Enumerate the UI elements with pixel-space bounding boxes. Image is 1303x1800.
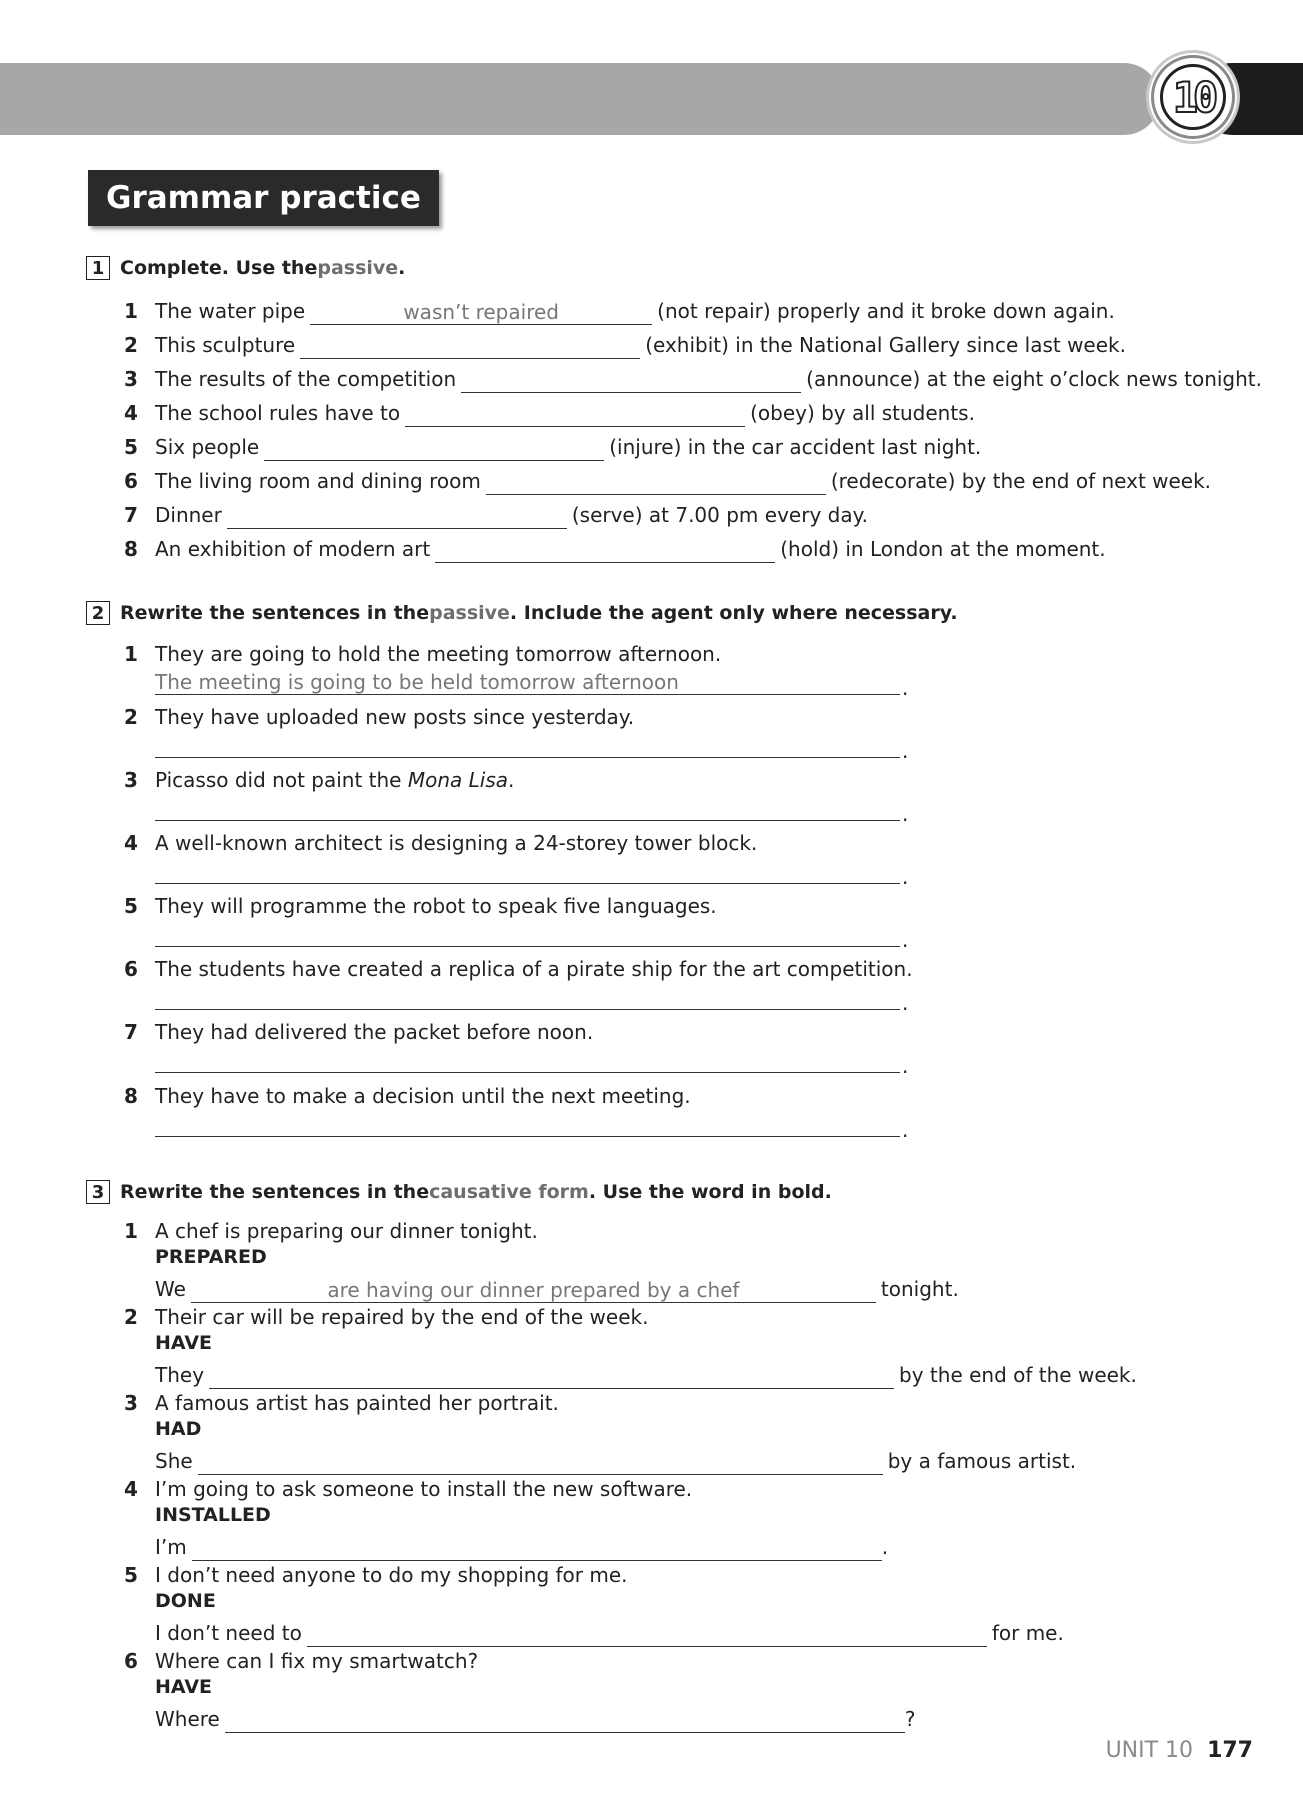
ex1-item: 1 The water pipe wasn’t repaired (not repair) properly and it broke down again. <box>124 299 1115 324</box>
ex1-item: 5 Six people (injure) in the car accident last night. <box>124 435 982 459</box>
answer-blank[interactable] <box>405 404 745 427</box>
answer-line[interactable] <box>155 922 900 947</box>
ex3-answer-row: They by the end of the week. <box>155 1363 1137 1387</box>
answer-blank[interactable] <box>307 1624 987 1647</box>
answer-blank[interactable] <box>191 1280 876 1303</box>
ex3-answer-row: Where ? <box>155 1707 916 1731</box>
exercise-number: 2 <box>86 601 110 625</box>
ex3-answer-row: I don’t need to for me. <box>155 1621 1064 1645</box>
section-title: Grammar practice <box>88 170 439 226</box>
unit-number: 10 <box>1160 64 1226 130</box>
answer-line[interactable] <box>155 1112 900 1137</box>
ex1-item: 4 The school rules have to (obey) by all students. <box>124 401 975 425</box>
page-number: 177 <box>1207 1738 1253 1763</box>
answer-line[interactable] <box>155 733 900 758</box>
keyword: INSTALLED <box>155 1504 271 1526</box>
exercise-1-instruction: 1 Complete. Use the passive . <box>86 256 405 280</box>
answer-text: wasn’t repaired <box>403 300 559 324</box>
answer-blank[interactable] <box>486 472 826 495</box>
answer-blank[interactable] <box>300 336 640 359</box>
ex2-item: 5 They will programme the robot to speak five languages. <box>124 894 717 918</box>
ex3-answer-row: I’m . <box>155 1535 889 1559</box>
keyword: DONE <box>155 1590 216 1612</box>
ex2-item: 2 They have uploaded new posts since yesterday. <box>124 705 635 729</box>
answer-line[interactable] <box>155 670 900 695</box>
ex3-item: 6 Where can I fix my smartwatch? <box>124 1649 479 1673</box>
ex1-item: 2 This sculpture (exhibit) in the National Gallery since last week. <box>124 333 1126 357</box>
answer-line[interactable] <box>155 985 900 1010</box>
ex2-item: 1 They are going to hold the meeting tomorrow afternoon. <box>124 642 722 666</box>
answer-blank[interactable] <box>435 540 775 563</box>
ex3-item: 3 A famous artist has painted her portrait. <box>124 1391 559 1415</box>
answer-blank[interactable] <box>198 1452 883 1475</box>
answer-text: are having our dinner prepared by a chef <box>327 1278 740 1302</box>
ex3-answer-row: We are having our dinner prepared by a chef tonight. <box>155 1277 959 1302</box>
footer-unit-label: UNIT 10 <box>1105 1738 1194 1763</box>
ex1-item: 8 An exhibition of modern art (hold) in London at the moment. <box>124 537 1106 561</box>
answer-blank[interactable] <box>225 1710 905 1733</box>
ex2-item: 3 Picasso did not paint the Mona Lisa . <box>124 768 515 792</box>
exercise-number: 1 <box>86 256 110 280</box>
unit-number-badge <box>1151 55 1235 139</box>
exercise-3-instruction: 3 Rewrite the sentences in the causative form . Use the word in bold. <box>86 1180 832 1204</box>
ex2-item: 8 They have to make a decision until the next meeting. <box>124 1084 691 1108</box>
ex2-item: 4 A well-known architect is designing a 24-storey tower block. <box>124 831 758 855</box>
answer-line[interactable] <box>155 859 900 884</box>
answer-blank[interactable] <box>310 302 652 325</box>
answer-blank[interactable] <box>192 1538 882 1561</box>
ex3-answer-row: She by a famous artist. <box>155 1449 1077 1473</box>
exercise-number: 3 <box>86 1180 110 1204</box>
ex2-item: 7 They had delivered the packet before noon. <box>124 1020 594 1044</box>
header-band <box>0 63 1160 135</box>
keyword: PREPARED <box>155 1246 267 1268</box>
answer-blank[interactable] <box>209 1366 894 1389</box>
ex3-item: 1 A chef is preparing our dinner tonight. <box>124 1219 538 1243</box>
answer-blank[interactable] <box>227 506 567 529</box>
answer-line[interactable] <box>155 796 900 821</box>
answer-line[interactable] <box>155 1048 900 1073</box>
keyword: HAVE <box>155 1332 212 1354</box>
ex2-item: 6 The students have created a replica of a pirate ship for the art competition. <box>124 957 913 981</box>
ex3-item: 4 I’m going to ask someone to install the new software. <box>124 1477 693 1501</box>
answer-text: The meeting is going to be held tomorrow afternoon <box>155 670 679 694</box>
ex1-item: 7 Dinner (serve) at 7.00 pm every day. <box>124 503 868 527</box>
answer-blank[interactable] <box>461 370 801 393</box>
page-footer <box>1106 1738 1253 1763</box>
keyword: HAD <box>155 1418 202 1440</box>
answer-blank[interactable] <box>264 438 604 461</box>
ex1-item: 3 The results of the competition (announce) at the eight o’clock news tonight. <box>124 367 1262 391</box>
ex1-item: 6 The living room and dining room (redecorate) by the end of next week. <box>124 469 1212 493</box>
ex3-item: 5 I don’t need anyone to do my shopping for me. <box>124 1563 628 1587</box>
exercise-2-instruction: 2 Rewrite the sentences in the passive . Include the agent only where necessary. <box>86 601 958 625</box>
ex3-item: 2 Their car will be repaired by the end of the week. <box>124 1305 649 1329</box>
keyword: HAVE <box>155 1676 212 1698</box>
